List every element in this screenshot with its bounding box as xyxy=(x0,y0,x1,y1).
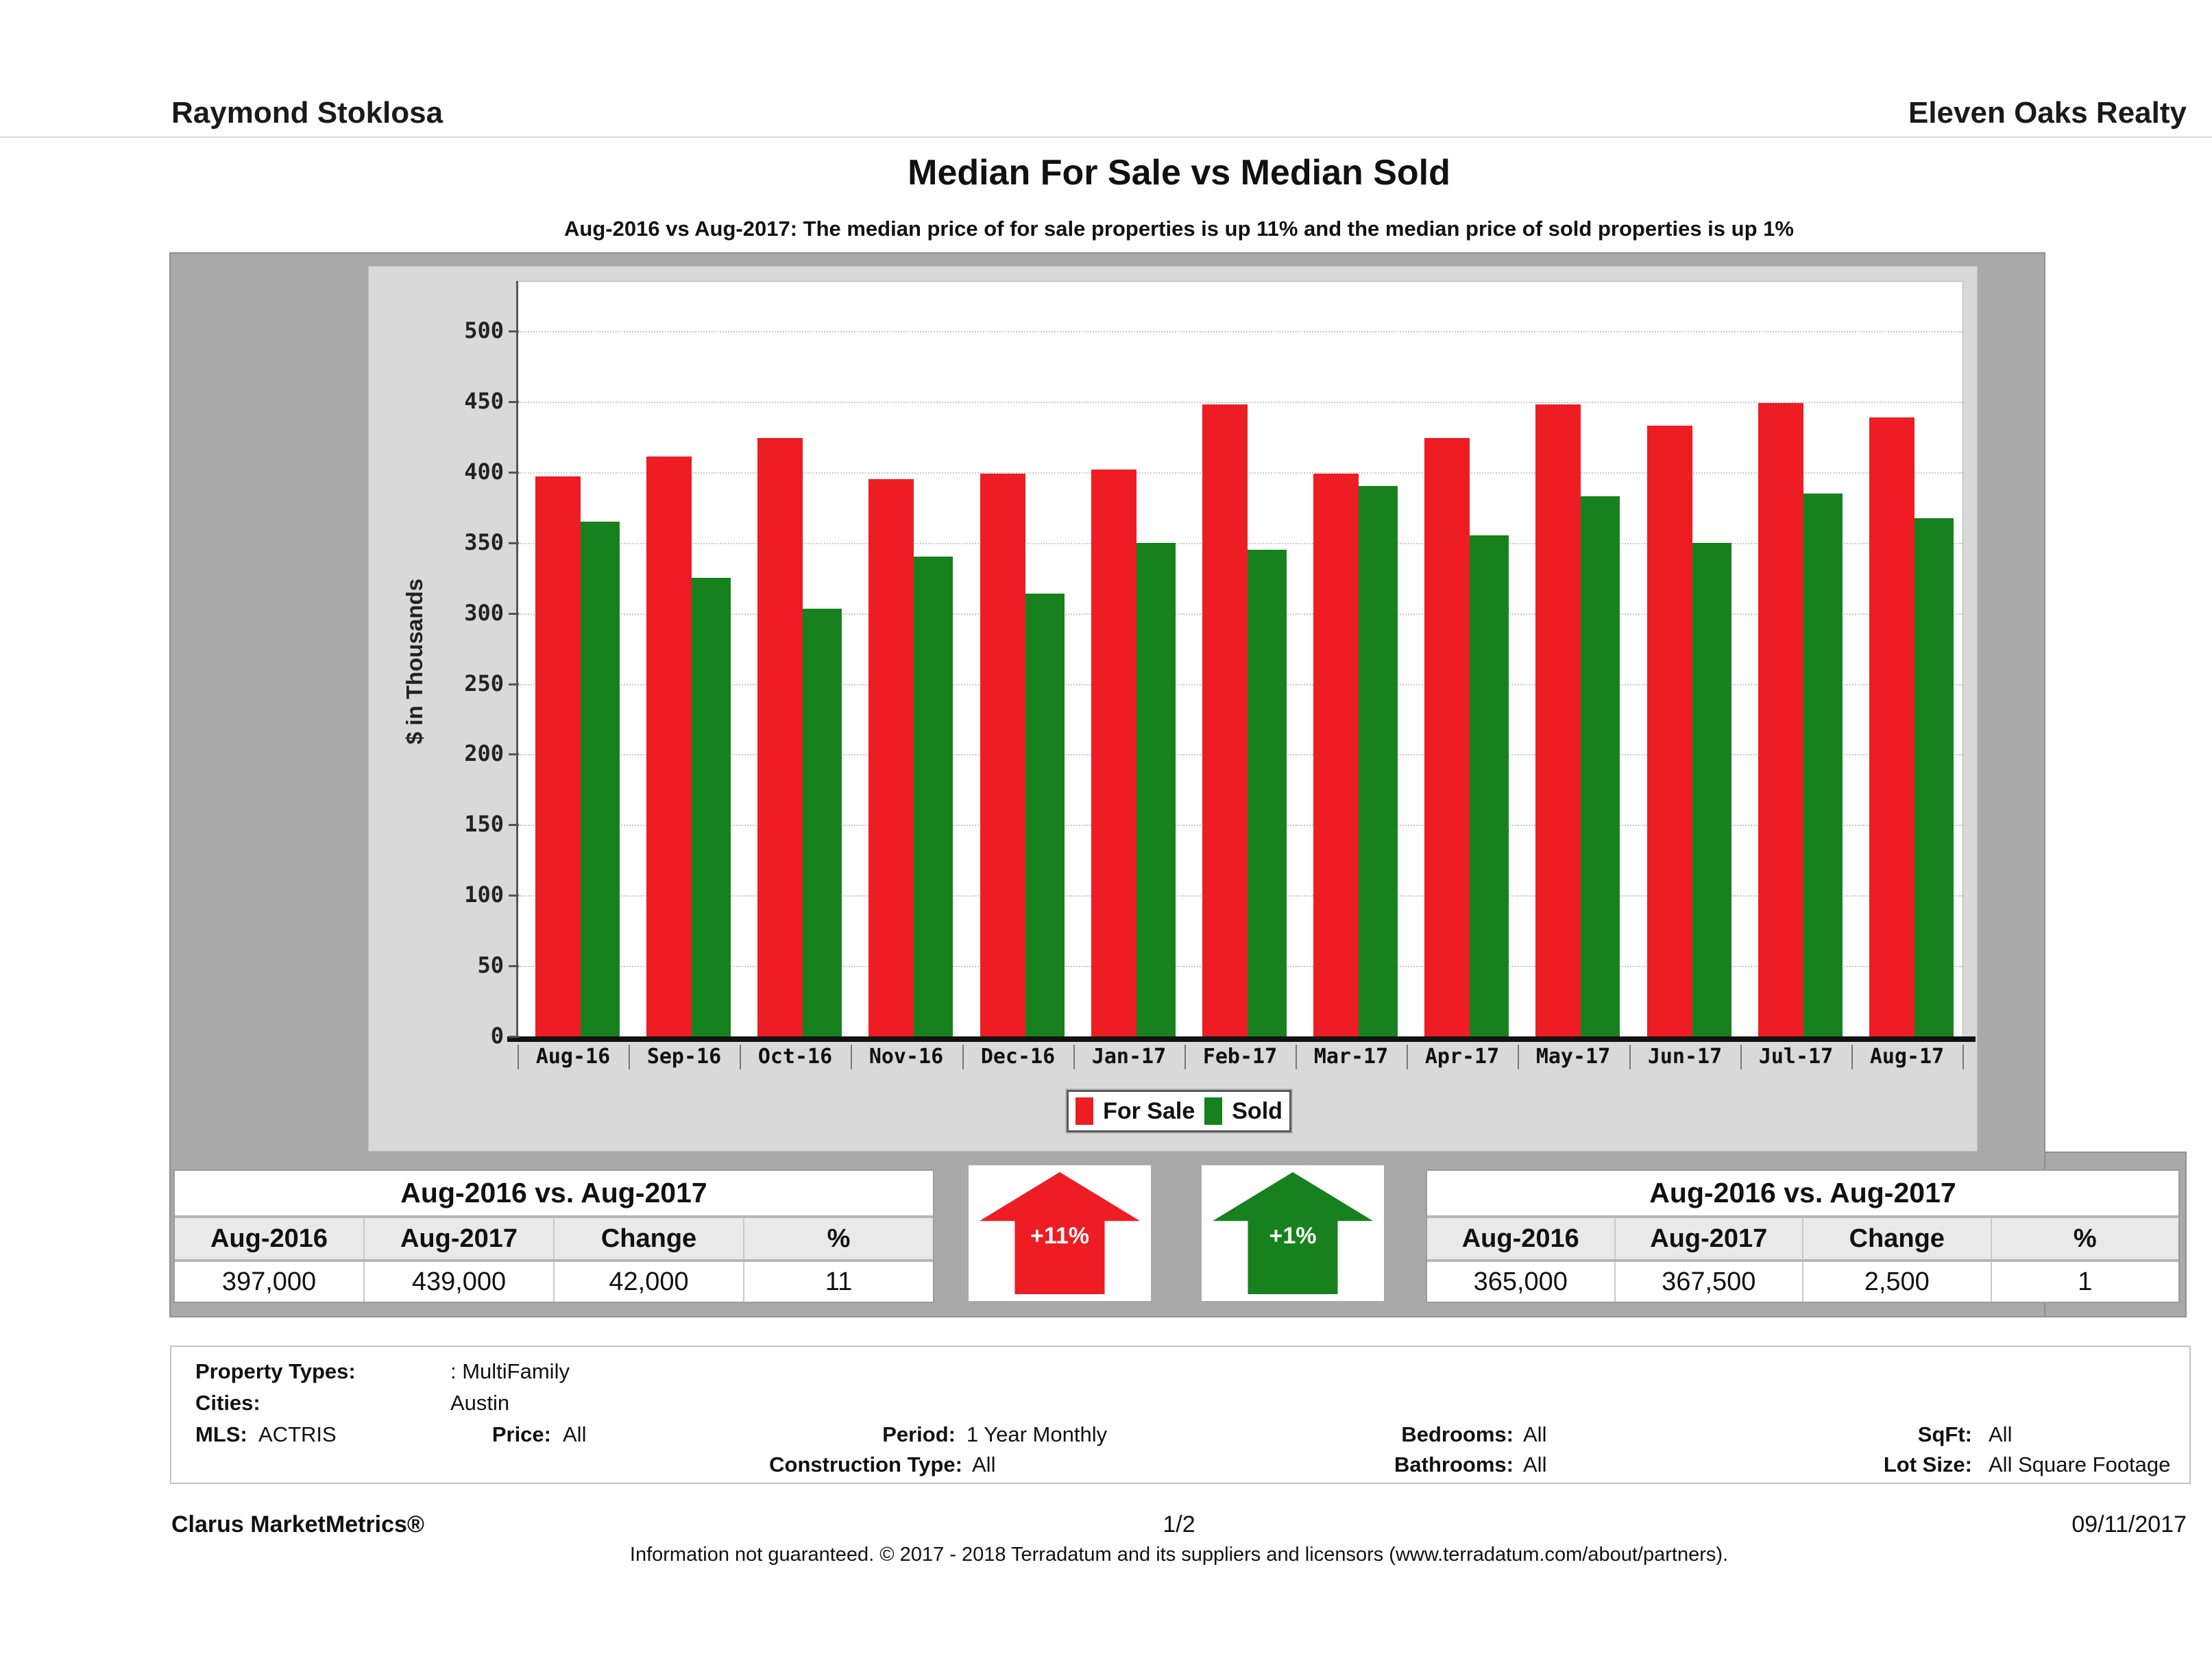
y-tick-mark-50 xyxy=(509,965,519,967)
price-value: All xyxy=(563,1422,587,1446)
bar-for-sale-Jun-17 xyxy=(1647,426,1692,1036)
y-axis-title: $ in Thousands xyxy=(402,578,427,745)
price-label: Price: xyxy=(491,1422,551,1446)
legend-swatch-for-sale xyxy=(1075,1097,1093,1125)
y-tick-label-450: 450 xyxy=(464,387,504,414)
x-tick-label-Oct-16: Oct-16 xyxy=(757,1045,833,1069)
y-tick-mark-350 xyxy=(509,542,519,544)
bar-sold-Jan-17 xyxy=(1137,543,1176,1036)
bar-for-sale-Aug-16 xyxy=(535,476,581,1036)
footer-date: 09/11/2017 xyxy=(2071,1511,2187,1537)
summary_right-value-0: 365,000 xyxy=(1473,1267,1568,1296)
for-sale-change-arrow-tile xyxy=(969,1165,1151,1301)
y-tick-mark-200 xyxy=(509,753,519,755)
summary_left-column-header-3: % xyxy=(743,1218,933,1259)
bar-for-sale-Oct-16 xyxy=(757,438,803,1036)
summary-table-sold xyxy=(1426,1169,2180,1303)
bar-sold-Feb-17 xyxy=(1248,550,1287,1036)
x-tick-label-Aug-16: Aug-16 xyxy=(535,1045,611,1069)
summary_left-value-2: 42,000 xyxy=(553,1262,743,1302)
summary_left-column-header-0: Aug-2016 xyxy=(210,1224,328,1253)
gridline-500 xyxy=(518,331,1962,332)
y-tick-label-300: 300 xyxy=(464,599,504,626)
bar-for-sale-Jan-17 xyxy=(1091,470,1137,1036)
construction-type-label: Construction Type: xyxy=(769,1452,962,1476)
y-tick-label-400: 400 xyxy=(464,458,504,485)
mls-value: ACTRIS xyxy=(258,1422,337,1446)
footer-disclaimer: Information not guaranteed. © 2017 - 2018 Terradatum and its suppliers and licensors (www.terradatum.com/about/partners). xyxy=(629,1544,1729,1566)
bathrooms-value: All xyxy=(1523,1452,1547,1476)
construction-type-value: All xyxy=(972,1452,996,1476)
bar-sold-Jun-17 xyxy=(1692,543,1731,1036)
y-tick-label-250: 250 xyxy=(464,670,504,696)
bar-sold-Apr-17 xyxy=(1470,535,1509,1036)
bar-for-sale-Mar-17 xyxy=(1313,474,1359,1036)
agent-name: Raymond Stoklosa xyxy=(171,96,443,130)
bar-sold-Oct-16 xyxy=(803,609,842,1036)
cities-label: Cities: xyxy=(195,1391,260,1415)
y-tick-label-100: 100 xyxy=(464,881,504,908)
filters-info-box xyxy=(170,1346,2191,1484)
bar-for-sale-Nov-16 xyxy=(868,479,914,1036)
lot-size-value: All Square Footage xyxy=(1989,1452,2171,1476)
company-name: Eleven Oaks Realty xyxy=(1908,96,2187,130)
header-divider xyxy=(0,136,2212,138)
summary_right-value-3: 1 xyxy=(1991,1262,2179,1302)
bar-for-sale-Aug-17 xyxy=(1869,417,1915,1036)
sold-change-percent: +1% xyxy=(1269,1223,1317,1249)
bar-for-sale-Feb-17 xyxy=(1202,404,1248,1036)
x-tick-label-Aug-17: Aug-17 xyxy=(1869,1045,1945,1069)
summary_right-column-header-0: Aug-2016 xyxy=(1461,1224,1579,1253)
bar-for-sale-Apr-17 xyxy=(1424,438,1470,1036)
page-subtitle: Aug-2016 vs Aug-2017: The median price of for sale properties is up 11% and the median price of sold properties is up 1% xyxy=(564,217,1794,241)
bar-sold-Aug-17 xyxy=(1915,518,1954,1036)
sqft-value: All xyxy=(1989,1422,2013,1446)
y-tick-mark-500 xyxy=(509,330,519,332)
x-tick-label-Jun-17: Jun-17 xyxy=(1647,1045,1723,1069)
summary_left-column-header-2: Change xyxy=(553,1218,743,1259)
summary_left-column-header-1: Aug-2017 xyxy=(363,1218,553,1259)
y-tick-label-500: 500 xyxy=(464,317,504,343)
bar-for-sale-May-17 xyxy=(1535,404,1581,1036)
summary_left-value-0: 397,000 xyxy=(221,1267,317,1296)
x-axis-label-strip xyxy=(507,1042,1976,1075)
summary_right-value-1: 367,500 xyxy=(1614,1262,1803,1302)
summary-table-sold-title: Aug-2016 vs. Aug-2017 xyxy=(1427,1171,2178,1218)
property-types-value: : MultiFamily xyxy=(450,1359,570,1383)
bedrooms-label: Bedrooms: xyxy=(1401,1422,1514,1446)
y-tick-label-50: 50 xyxy=(477,952,504,979)
y-tick-mark-0 xyxy=(509,1036,519,1038)
legend-label-sold: Sold xyxy=(1232,1097,1283,1124)
y-tick-mark-250 xyxy=(509,683,519,685)
chart-legend xyxy=(1067,1090,1291,1132)
legend-label-for-sale: For Sale xyxy=(1103,1097,1195,1124)
y-tick-mark-150 xyxy=(509,824,519,826)
bar-sold-Sep-16 xyxy=(692,578,731,1036)
summary-table-for-sale-value-row xyxy=(175,1262,933,1302)
summary-table-for-sale xyxy=(173,1169,934,1303)
summary_right-value-2: 2,500 xyxy=(1802,1262,1991,1302)
mls-label: MLS: xyxy=(195,1422,247,1446)
gridline-450 xyxy=(518,402,1962,403)
property-types-label: Property Types: xyxy=(195,1359,356,1383)
bar-for-sale-Dec-16 xyxy=(980,474,1025,1036)
y-tick-label-150: 150 xyxy=(464,811,504,838)
bar-for-sale-Jul-17 xyxy=(1758,403,1803,1036)
bar-sold-Aug-16 xyxy=(581,522,620,1036)
summary_right-column-header-3: % xyxy=(1991,1218,2179,1259)
page-title: Median For Sale vs Median Sold xyxy=(908,153,1450,193)
y-tick-mark-450 xyxy=(509,401,519,403)
y-tick-mark-100 xyxy=(509,895,519,897)
y-tick-mark-400 xyxy=(509,472,519,474)
period-value: 1 Year Monthly xyxy=(967,1422,1108,1446)
x-tick-label-May-17: May-17 xyxy=(1535,1045,1611,1069)
sqft-label: SqFt: xyxy=(1917,1422,1972,1446)
bar-for-sale-Sep-16 xyxy=(646,457,692,1036)
summary-table-for-sale-title: Aug-2016 vs. Aug-2017 xyxy=(175,1171,933,1218)
lot-size-label: Lot Size: xyxy=(1883,1452,1972,1476)
footer-brand: Clarus MarketMetrics® xyxy=(171,1511,424,1537)
y-tick-label-350: 350 xyxy=(464,528,504,555)
y-tick-label-0: 0 xyxy=(490,1023,504,1049)
y-tick-mark-300 xyxy=(509,613,519,615)
x-tick-label-Jul-17: Jul-17 xyxy=(1758,1045,1834,1069)
footer-page-number: 1/2 xyxy=(1163,1511,1195,1537)
bar-sold-Jul-17 xyxy=(1803,494,1843,1036)
x-tick-label-Nov-16: Nov-16 xyxy=(868,1045,944,1069)
x-tick-label-Feb-17: Feb-17 xyxy=(1202,1045,1278,1069)
bar-sold-Mar-17 xyxy=(1359,486,1398,1036)
x-tick-label-Jan-17: Jan-17 xyxy=(1091,1045,1167,1069)
y-tick-label-200: 200 xyxy=(464,740,504,767)
for-sale-change-percent: +11% xyxy=(1030,1223,1090,1249)
summary_right-column-header-1: Aug-2017 xyxy=(1614,1218,1803,1259)
x-tick-label-Apr-17: Apr-17 xyxy=(1424,1045,1500,1069)
x-tick-label-Mar-17: Mar-17 xyxy=(1313,1045,1389,1069)
bedrooms-value: All xyxy=(1523,1422,1547,1446)
sold-change-arrow-tile xyxy=(1202,1165,1384,1301)
x-axis-line xyxy=(507,1036,1976,1042)
bar-sold-Nov-16 xyxy=(914,557,953,1036)
x-tick-label-Sep-16: Sep-16 xyxy=(646,1045,722,1069)
summary_right-column-header-2: Change xyxy=(1802,1218,1991,1259)
bathrooms-label: Bathrooms: xyxy=(1394,1452,1514,1476)
summary-table-sold-value-row xyxy=(1427,1262,2178,1302)
summary_left-value-1: 439,000 xyxy=(363,1262,553,1302)
x-tick-label-Dec-16: Dec-16 xyxy=(980,1045,1056,1069)
summary-table-sold-header-row xyxy=(1427,1218,2178,1262)
legend-swatch-sold xyxy=(1204,1097,1222,1125)
period-label: Period: xyxy=(882,1422,956,1446)
cities-value: Austin xyxy=(450,1391,510,1415)
summary_left-value-3: 11 xyxy=(743,1262,933,1302)
month-separator xyxy=(1962,1045,1964,1069)
bar-sold-Dec-16 xyxy=(1025,594,1065,1036)
bar-sold-May-17 xyxy=(1581,496,1620,1036)
y-axis-line xyxy=(516,281,518,1036)
summary-table-for-sale-header-row xyxy=(175,1218,933,1262)
